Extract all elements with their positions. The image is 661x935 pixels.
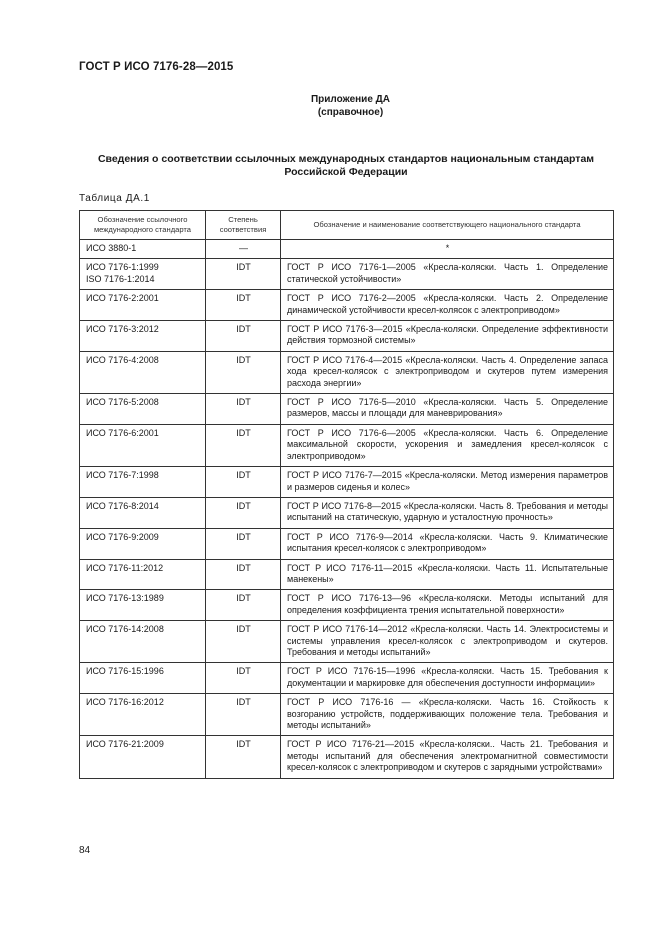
cell-international-designation bbox=[80, 290, 206, 321]
cell-international-designation bbox=[80, 321, 206, 352]
designation-text: ИСО 7176-11:2012 bbox=[86, 562, 164, 573]
cell-international-designation bbox=[80, 528, 206, 559]
cell-national-standard: ГОСТ Р ИСО 7176-16 — «Кресла-коляски. Часть 16. Стойкость к возгоранию устройств, поддерживающих положение тела. Требования и методы испытаний» bbox=[281, 694, 614, 736]
cell-international-designation bbox=[80, 497, 206, 528]
table-row bbox=[80, 351, 614, 393]
cell-national-standard: ГОСТ Р ИСО 7176-5—2010 «Кресла-коляски. Часть 5. Определение размеров, массы и площади для маневрирования» bbox=[281, 394, 614, 425]
designation-text: ИСО 7176-14:2008 bbox=[86, 624, 164, 635]
annex-subtitle: (справочное) bbox=[317, 107, 384, 118]
standard-header: ГОСТ Р ИСО 7176-28—2015 bbox=[79, 61, 234, 73]
cell-degree-of-correspondence: IDT bbox=[206, 259, 281, 290]
cell-international-designation bbox=[80, 394, 206, 425]
designation-text-secondary: ISO 7176-1:2014 bbox=[86, 273, 155, 284]
table-row bbox=[80, 240, 614, 259]
cell-degree-of-correspondence: IDT bbox=[206, 497, 281, 528]
designation-text: ИСО 7176-13:1989 bbox=[86, 593, 164, 604]
section-heading-line-1: Сведения о соответствии ссылочных международных стандартов национальным стандартам bbox=[97, 153, 595, 165]
cell-degree-of-correspondence: IDT bbox=[206, 694, 281, 736]
annex-title-block bbox=[0, 93, 661, 119]
cell-national-standard: ГОСТ Р ИСО 7176-14—2012 «Кресла-коляски. Часть 14. Электросистемы и системы управления кресел-колясок с электроприводом и скутеров. Требования и методы испытаний» bbox=[281, 621, 614, 663]
designation-text: ИСО 7176-6:2001 bbox=[86, 427, 159, 438]
table-row bbox=[80, 528, 614, 559]
table-row bbox=[80, 497, 614, 528]
section-heading bbox=[79, 153, 613, 179]
cell-international-designation bbox=[80, 694, 206, 736]
section-heading-line-2: Российской Федерации bbox=[284, 166, 408, 178]
table-row bbox=[80, 321, 614, 352]
designation-text: ИСО 7176-9:2009 bbox=[86, 531, 159, 542]
table-row bbox=[80, 290, 614, 321]
designation-text: ИСО 7176-7:1998 bbox=[86, 470, 159, 481]
table-header-row bbox=[80, 211, 614, 240]
cell-international-designation bbox=[80, 351, 206, 393]
annex-title: Приложение ДА bbox=[310, 94, 391, 105]
cell-degree-of-correspondence: IDT bbox=[206, 321, 281, 352]
cell-degree-of-correspondence: IDT bbox=[206, 559, 281, 590]
table-row bbox=[80, 736, 614, 778]
cell-international-designation bbox=[80, 240, 206, 259]
table-row bbox=[80, 424, 614, 466]
cell-international-designation bbox=[80, 424, 206, 466]
cell-degree-of-correspondence: IDT bbox=[206, 424, 281, 466]
column-header-designation: Обозначение ссылочного международного стандарта bbox=[80, 211, 206, 240]
designation-text: ИСО 3880-1 bbox=[86, 243, 137, 253]
cell-international-designation bbox=[80, 736, 206, 778]
designation-text: ИСО 7176-16:2012 bbox=[86, 697, 164, 708]
column-header-national-standard: Обозначение и наименование соответствующего национального стандарта bbox=[281, 211, 614, 240]
page-number: 84 bbox=[79, 845, 91, 856]
cell-national-standard: ГОСТ Р ИСО 7176-4—2015 «Кресла-коляски. Часть 4. Определение запаса хода кресел-колясок с электроприводом и скутеров путем измерения расхода энергии» bbox=[281, 351, 614, 393]
designation-text: ИСО 7176-8:2014 bbox=[86, 500, 159, 511]
table-row bbox=[80, 559, 614, 590]
table-row bbox=[80, 590, 614, 621]
designation-text: ИСО 7176-1:1999 bbox=[86, 262, 159, 273]
cell-degree-of-correspondence: IDT bbox=[206, 528, 281, 559]
cell-national-standard: ГОСТ Р ИСО 7176-11—2015 «Кресла-коляски. Часть 11. Испытательные манекены» bbox=[281, 559, 614, 590]
cell-national-standard: ГОСТ Р ИСО 7176-3—2015 «Кресла-коляски. Определение эффективности действия тормозной системы» bbox=[281, 321, 614, 352]
cell-national-standard: ГОСТ Р ИСО 7176-15—1996 «Кресла-коляски. Часть 15. Требования к документации и маркировке для обеспечения доступности информации» bbox=[281, 663, 614, 694]
cell-national-standard: ГОСТ Р ИСО 7176-8—2015 «Кресла-коляски. Часть 8. Требования и методы испытаний на статическую, ударную и усталостную прочность» bbox=[281, 497, 614, 528]
cell-degree-of-correspondence: IDT bbox=[206, 290, 281, 321]
table-caption: Таблица ДА.1 bbox=[79, 193, 150, 204]
designation-text: ИСО 7176-15:1996 bbox=[86, 666, 164, 677]
cell-international-designation bbox=[80, 663, 206, 694]
designation-text: ИСО 7176-4:2008 bbox=[86, 354, 159, 365]
cell-degree-of-correspondence: — bbox=[206, 240, 281, 259]
table-row bbox=[80, 467, 614, 498]
cell-degree-of-correspondence: IDT bbox=[206, 621, 281, 663]
cell-national-standard: ГОСТ Р ИСО 7176-9—2014 «Кресла-коляски. Часть 9. Климатические испытания кресел-колясок с электроприводом» bbox=[281, 528, 614, 559]
column-header-degree: Степень соответствия bbox=[206, 211, 281, 240]
cell-national-standard: ГОСТ Р ИСО 7176-2—2005 «Кресла-коляски. Часть 2. Определение динамической устойчивости кресел-колясок с электроприводом» bbox=[281, 290, 614, 321]
cell-degree-of-correspondence: IDT bbox=[206, 663, 281, 694]
table-row bbox=[80, 694, 614, 736]
cell-national-standard: ГОСТ Р ИСО 7176-1—2005 «Кресла-коляски. Часть 1. Определение статической устойчивости» bbox=[281, 259, 614, 290]
cell-international-designation bbox=[80, 467, 206, 498]
designation-text: ИСО 7176-3:2012 bbox=[86, 324, 159, 335]
table-body bbox=[80, 240, 614, 779]
table-row bbox=[80, 621, 614, 663]
cell-degree-of-correspondence: IDT bbox=[206, 736, 281, 778]
cell-national-standard: ГОСТ Р ИСО 7176-6—2005 «Кресла-коляски. Часть 6. Определение максимальной скорости, ускорения и замедления кресел-колясок с электроприводом» bbox=[281, 424, 614, 466]
cell-international-designation bbox=[80, 621, 206, 663]
cell-national-standard: ГОСТ Р ИСО 7176-7—2015 «Кресла-коляски. Метод измерения параметров и размеров сиденья и колес» bbox=[281, 467, 614, 498]
cell-international-designation bbox=[80, 590, 206, 621]
cell-international-designation bbox=[80, 259, 206, 290]
designation-text: ИСО 7176-21:2009 bbox=[86, 739, 164, 750]
table-row bbox=[80, 663, 614, 694]
table-row bbox=[80, 259, 614, 290]
cell-degree-of-correspondence: IDT bbox=[206, 351, 281, 393]
cell-national-standard: ГОСТ Р ИСО 7176-13—96 «Кресла-коляски. Методы испытаний для определения коэффициента трения испытательной поверхности» bbox=[281, 590, 614, 621]
cell-degree-of-correspondence: IDT bbox=[206, 467, 281, 498]
cell-national-standard: ГОСТ Р ИСО 7176-21—2015 «Кресла-коляски.. Часть 21. Требования и методы испытаний для обеспечения электромагнитной совместимости кресел-колясок с электроприводом и скутеров с зарядными устройствами» bbox=[281, 736, 614, 778]
designation-text: ИСО 7176-5:2008 bbox=[86, 397, 159, 408]
cell-national-standard: * bbox=[281, 240, 614, 259]
table-row bbox=[80, 394, 614, 425]
cell-degree-of-correspondence: IDT bbox=[206, 590, 281, 621]
correspondence-table bbox=[79, 210, 614, 779]
designation-text: ИСО 7176-2:2001 bbox=[86, 293, 159, 304]
cell-international-designation bbox=[80, 559, 206, 590]
cell-degree-of-correspondence: IDT bbox=[206, 394, 281, 425]
table-header bbox=[80, 211, 614, 240]
